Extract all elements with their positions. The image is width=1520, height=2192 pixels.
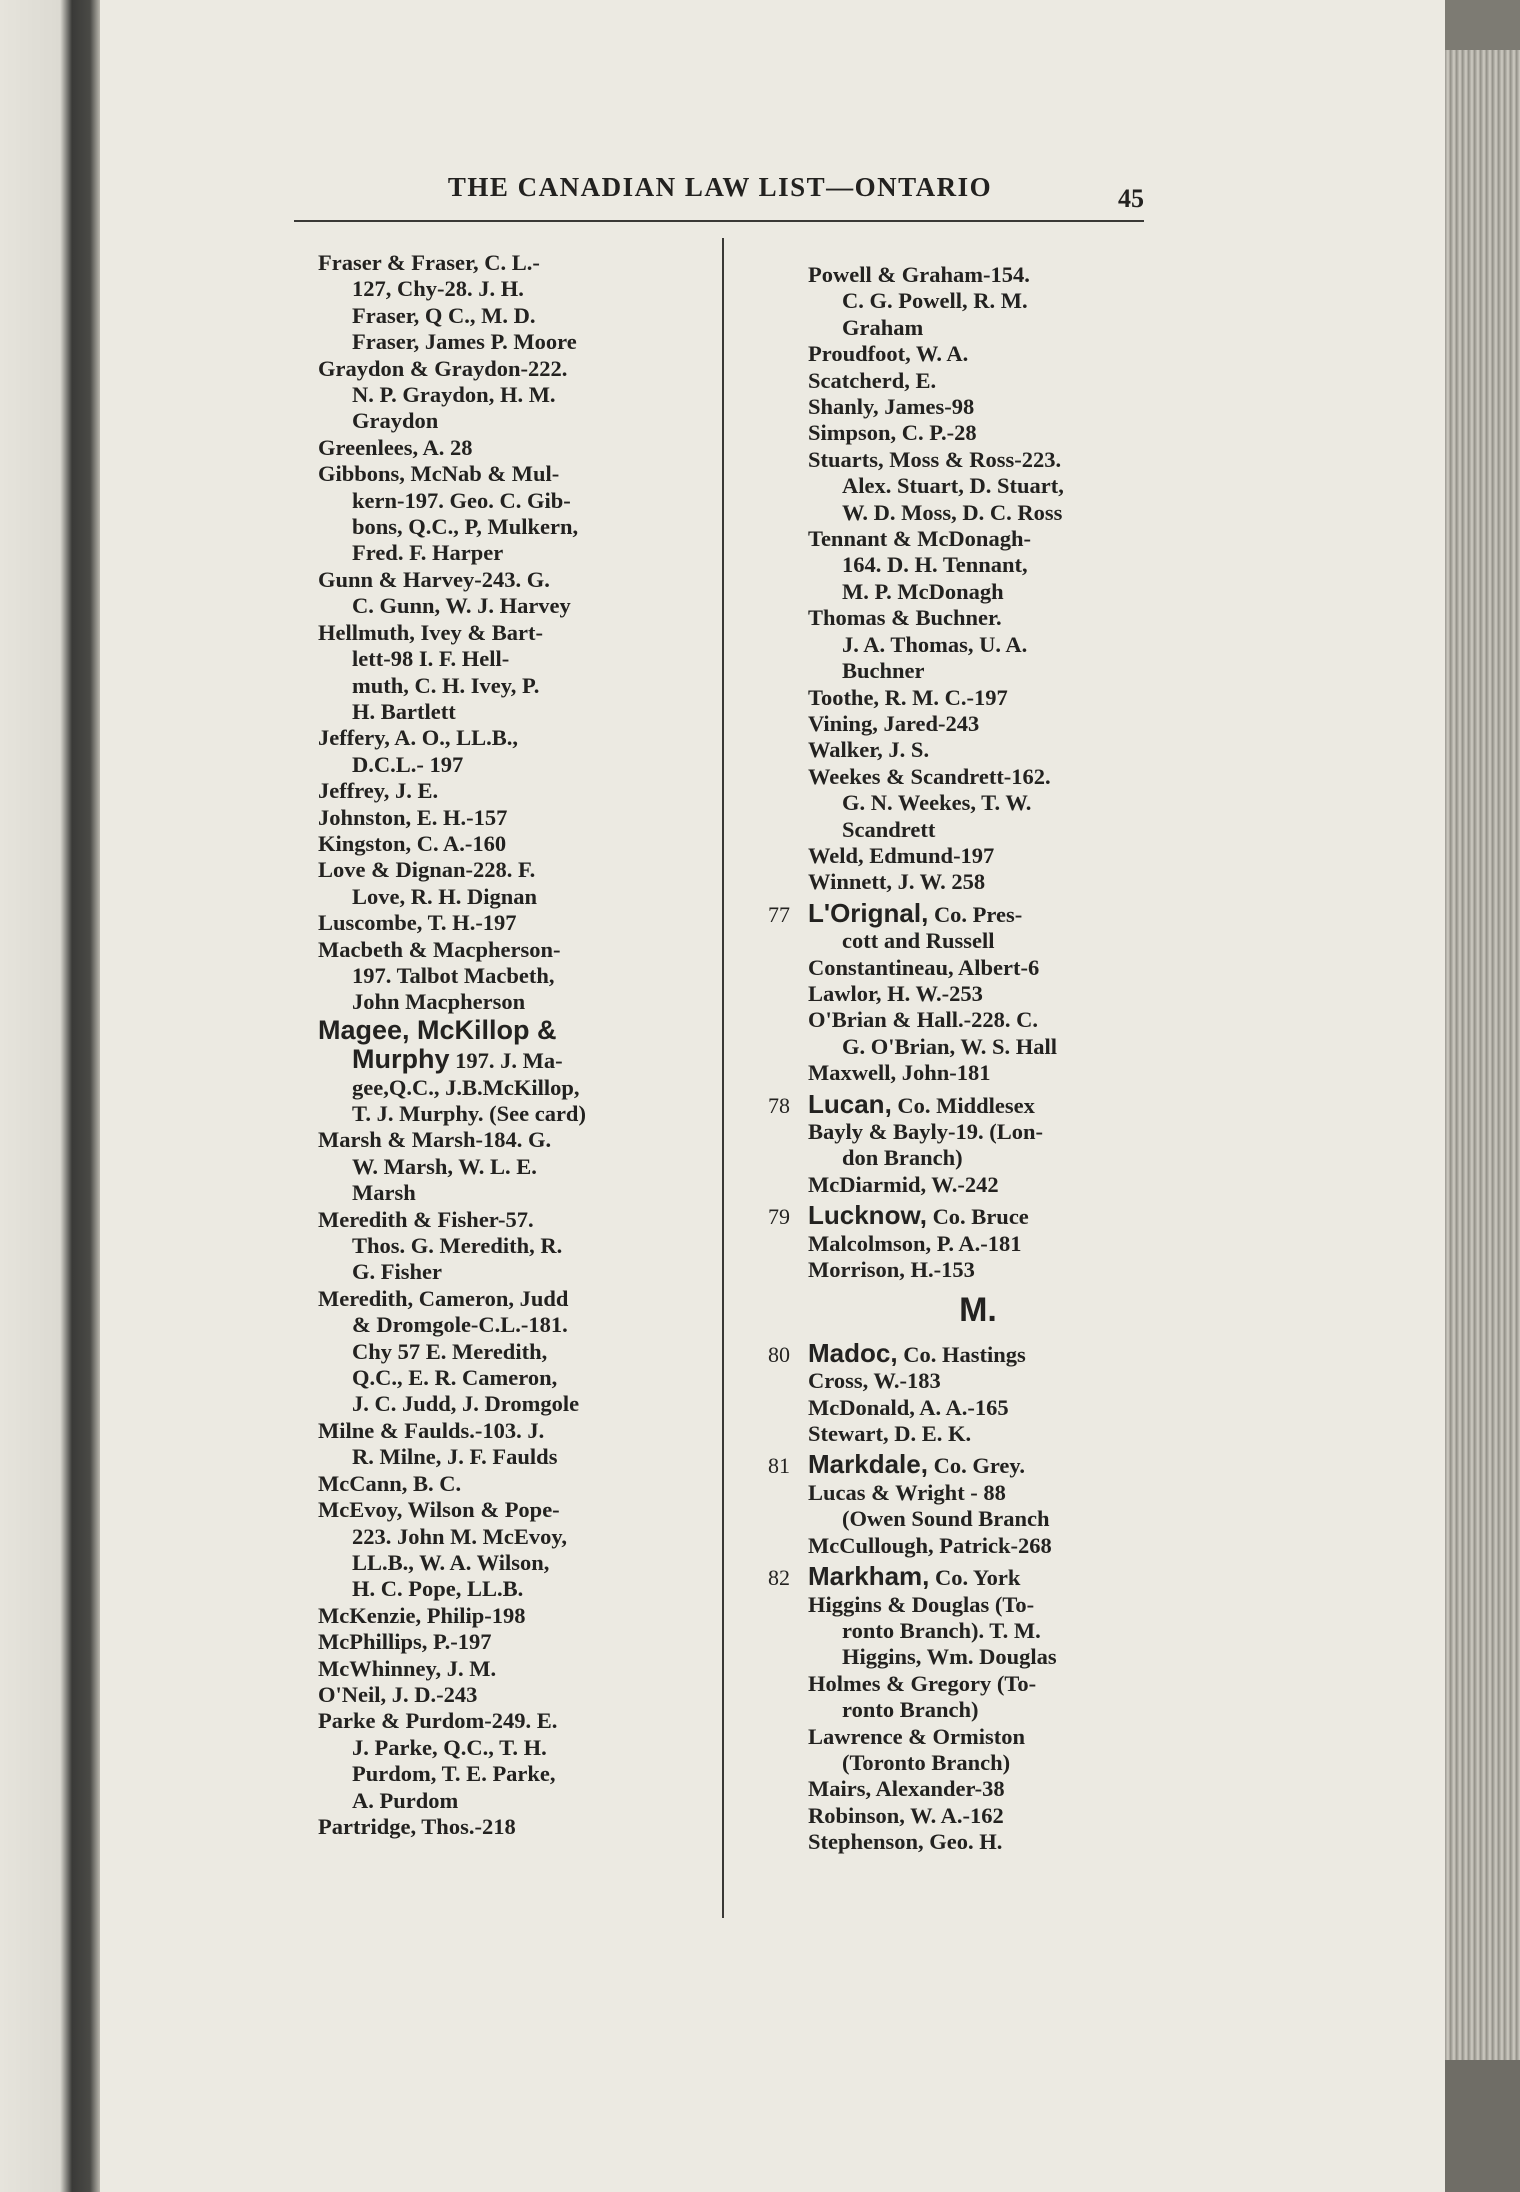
listing-line: G. N. Weekes, T. W. [842,790,1032,816]
county-name: Co. Bruce [926,1204,1029,1230]
listing-line: Vining, Jared-243 [808,710,980,736]
listing-line: Higgins & Douglas (To- [808,1591,1035,1617]
listing-line: (Toronto Branch) [842,1749,1011,1775]
listing-line: Powell & Graham-154. [808,262,1030,287]
listing-entry [318,1016,648,1128]
listing-line: 127, Chy-28. J. H. [352,276,524,302]
listing-line: Kingston, C. A.-160 [318,830,507,856]
listing-line: J. C. Judd, J. Dromgole [352,1391,580,1417]
listing-line: Higgins, Wm. Douglas [842,1644,1057,1670]
listing-entry [808,711,1148,737]
listing-line: Lawrence & Ormiston [808,1723,1026,1749]
listing-entry [318,1656,648,1682]
town-name: L'Orignal, [808,897,929,928]
listing-line: Toothe, R. M. C.-197 [808,684,1008,710]
listing-line: Meredith & Fisher-57. [318,1206,534,1232]
listing-line: Lucas & Wright - 88 [808,1479,1006,1505]
town-number: 82 [768,1565,790,1591]
listing-entry [808,394,1148,420]
section-letter: M. [959,1291,997,1330]
listing-line: C. G. Powell, R. M. [842,288,1028,314]
listing-line: Holmes & Gregory (To- [808,1670,1037,1696]
listing-line: & Dromgole-C.L.-181. [352,1312,568,1338]
listing-line: McKenzie, Philip-198 [318,1602,526,1628]
listing-line: ronto Branch) [842,1697,979,1723]
listing-line: Thomas & Buchner. [808,605,1002,631]
listing-entry [318,435,648,461]
right-column [768,262,1148,1856]
listing-entry [318,356,648,435]
listing-line: Malcolmson, P. A.-181 [808,1230,1022,1256]
town-number: 80 [768,1341,790,1367]
listing-line: Marsh [352,1180,416,1206]
listing-line: O'Neil, J. D.-243 [318,1681,478,1707]
listing-line: Greenlees, A. 28 [318,434,473,460]
listing-entry [808,843,1148,869]
county-name-continued: cott and Russell [842,928,995,954]
listing-line: Maxwell, John-181 [808,1060,991,1086]
listing-line: Graydon & Graydon-222. [318,355,568,381]
page-edges-shadow [1445,2060,1520,2192]
town-name: Lucknow, [808,1200,927,1231]
county-name: Co. Hastings [897,1341,1026,1367]
listing-entry [318,910,648,936]
listing-entry [318,778,648,804]
listing-line: Marsh & Marsh-184. G. [318,1127,552,1153]
listing-entry [318,1127,648,1206]
listing-entry [318,1471,648,1497]
listing-entry [318,805,648,831]
listing-line: McWhinney, J. M. [318,1655,497,1681]
listing-line: McEvoy, Wilson & Pope- [318,1497,560,1523]
listing-entry [808,1257,1148,1283]
town-heading [768,1449,1148,1480]
listing-line: lett-98 I. F. Hell- [352,646,510,672]
listing-entry [808,1119,1148,1172]
listing-line: T. J. Murphy. (See card) [352,1101,586,1126]
listing-line: McPhillips, P.-197 [318,1629,492,1655]
listing-line: Weekes & Scandrett-162. [808,763,1051,789]
page-number: 45 [1118,184,1144,213]
listing-entry [808,1480,1148,1533]
left-column [318,250,648,1840]
county-name: Co. York [929,1565,1021,1591]
town-heading [768,1337,1148,1368]
listing-line: Q.C., E. R. Cameron, [352,1365,558,1391]
listing-line: kern-197. Geo. C. Gib- [352,487,571,513]
town-number: 78 [768,1092,790,1118]
listing-entry [318,1708,648,1814]
listing-entry [318,620,648,726]
listing-entry [808,1060,1148,1086]
listing-line [318,1045,648,1074]
listing-line: Gibbons, McNab & Mul- [318,461,560,487]
listing-entry [318,567,648,620]
listing-line: LL.B., W. A. Wilson, [352,1549,550,1575]
listing-line: Gunn & Harvey-243. G. [318,566,550,592]
listing-line: Morrison, H.-153 [808,1257,975,1283]
listing-line: W. Marsh, W. L. E. [352,1153,537,1179]
listing-line: J. A. Thomas, U. A. [842,631,1028,657]
listing-text: 197. J. Ma- [449,1048,563,1074]
book-spine [0,0,100,2192]
county-name: Co. Pres- [928,901,1023,927]
listing-entry [808,1724,1148,1777]
listing-line: Purdom, T. E. Parke, [352,1761,556,1787]
listing-entry [318,1418,648,1471]
listing-entry [318,1286,648,1418]
listing-line: Simpson, C. P.-28 [808,420,977,446]
listing-entry [808,764,1148,843]
town-heading [768,1200,1148,1231]
listing-entry [318,1207,648,1286]
listing-entry [808,1395,1148,1421]
listing-line: McCullough, Patrick-268 [808,1532,1052,1558]
listing-line: Parke & Purdom-249. E. [318,1708,558,1734]
listing-line: O'Brian & Hall.-228. C. [808,1007,1038,1033]
listing-entry [808,1231,1148,1257]
listing-entry [808,605,1148,684]
listing-entry [808,368,1148,394]
listing-line: (Owen Sound Branch [842,1506,1050,1532]
firm-name-large: Murphy [352,1044,450,1075]
listing-entry [808,1829,1148,1855]
listing-entry [808,737,1148,763]
listing-line: D.C.L.- 197 [352,751,464,777]
listing-line: Thos. G. Meredith, R. [352,1233,563,1259]
listing-line: Johnston, E. H.-157 [318,804,508,830]
listing-line: Graydon [352,408,439,434]
listing-line: Chy 57 E. Meredith, [352,1338,548,1364]
listing-line: Walker, J. S. [808,737,930,763]
column-divider [722,238,724,1918]
listing-line: N. P. Graydon, H. M. [352,382,556,408]
listing-entry [808,341,1148,367]
listing-entry [808,1172,1148,1198]
listing-entry [318,1629,648,1655]
listing-line: C. Gunn, W. J. Harvey [352,593,571,619]
listing-line: Weld, Edmund-197 [808,842,995,868]
listing-line: John Macpherson [352,989,526,1015]
listing-line: Luscombe, T. H.-197 [318,910,517,936]
town-number: 77 [768,901,790,927]
listing-line: muth, C. H. Ivey, P. [352,672,540,698]
town-heading [768,1088,1148,1119]
listing-entry [318,461,648,567]
listing-entry [318,1682,648,1708]
town-name: Madoc, [808,1337,898,1368]
listing-entry [808,955,1148,981]
listing-line: Scatcherd, E. [808,367,937,393]
listing-line: Stephenson, Geo. H. [808,1829,1003,1855]
listing-line: Cross, W.-183 [808,1368,941,1394]
town-number: 81 [768,1453,790,1479]
listing-line: Love & Dignan-228. F. [318,857,536,883]
listing-entry [808,981,1148,1007]
listing-entry [808,420,1148,446]
listing-line: Bayly & Bayly-19. (Lon- [808,1119,1044,1144]
listing-line: Buchner [842,658,925,684]
page-edges [1445,50,1520,2060]
listing-entry [808,1007,1148,1060]
listing-line: Hellmuth, Ivey & Bart- [318,619,543,645]
county-name: Co. Middlesex [891,1092,1035,1118]
listing-line: Meredith, Cameron, Judd [318,1285,569,1311]
listing-line: McDiarmid, W.-242 [808,1171,999,1197]
listing-line: Partridge, Thos.-218 [318,1813,516,1839]
listing-line: McDonald, A. A.-165 [808,1394,1009,1420]
listing-line: Fred. F. Harper [352,540,504,566]
town-heading [768,897,1148,928]
listing-line: Stuarts, Moss & Ross-223. [808,446,1062,472]
listing-line: G. Fisher [352,1259,442,1285]
listing-line: R. Milne, J. F. Faulds [352,1444,558,1470]
town-heading [768,1561,1148,1592]
listing-entry [808,1533,1148,1559]
listing-line: Tennant & McDonagh- [808,526,1031,552]
listing-line: gee,Q.C., J.B.McKillop, [352,1074,580,1100]
listing-entry [318,1814,648,1840]
listing-line: Fraser & Fraser, C. L.- [318,250,540,275]
running-header: THE CANADIAN LAW LIST—ONTARIO [447,172,993,202]
listing-line: H. C. Pope, LL.B. [352,1576,524,1602]
listing-line: don Branch) [842,1145,963,1171]
listing-line: Robinson, W. A.-162 [808,1802,1004,1828]
listing-line: Lawlor, H. W.-253 [808,980,983,1006]
listing-line: Alex. Stuart, D. Stuart, [842,473,1064,499]
listing-entry [318,250,648,356]
listing-entry [318,725,648,778]
listing-line: Macbeth & Macpherson- [318,936,561,962]
listing-line: ronto Branch). T. M. [842,1617,1041,1643]
listing-entry [808,1368,1148,1394]
town-name: Markdale, [808,1449,928,1480]
header-rule [294,220,1144,222]
listing-line: J. Parke, Q.C., T. H. [352,1734,547,1760]
listing-entry [318,857,648,910]
listing-line [318,1016,648,1045]
listing-line: bons, Q.C., P, Mulkern, [352,514,579,540]
listing-entry [808,1421,1148,1447]
listing-line: Constantineau, Albert-6 [808,954,1040,980]
listing-entry [808,1592,1148,1671]
listing-entry [808,1671,1148,1724]
listing-line: Shanly, James-98 [808,394,975,420]
listing-line: Fraser, James P. Moore [352,329,577,355]
listing-entry [808,685,1148,711]
listing-line: 164. D. H. Tennant, [842,552,1028,578]
listing-entry [318,831,648,857]
listing-entry [808,1776,1148,1802]
listing-line: Jeffrey, J. E. [318,778,439,804]
listing-entry [318,937,648,1016]
town-name: Lucan, [808,1088,892,1119]
listing-line: M. P. McDonagh [842,578,1004,604]
listing-line: Milne & Faulds.-103. J. [318,1417,545,1443]
listing-entry [318,1497,648,1603]
listing-line: Love, R. H. Dignan [352,883,538,909]
listing-line: W. D. Moss, D. C. Ross [842,499,1063,525]
listing-line: Fraser, Q C., M. D. [352,302,536,328]
town-number: 79 [768,1204,790,1230]
listing-line: Stewart, D. E. K. [808,1421,972,1447]
listing-line: Scandrett [842,816,936,842]
county-name: Co. Grey. [927,1453,1026,1479]
listing-line: McCann, B. C. [318,1470,462,1496]
listing-line: A. Purdom [352,1787,459,1813]
listing-entry [318,1603,648,1629]
listing-entry [808,1803,1148,1829]
listing-entry [808,869,1148,895]
listing-entry [808,526,1148,605]
listing-line: 223. John M. McEvoy, [352,1523,568,1549]
listing-entry [808,447,1148,526]
listing-line: H. Bartlett [352,698,456,724]
listing-line: 197. Talbot Macbeth, [352,962,555,988]
firm-name-large: Magee, McKillop & [318,1014,557,1045]
town-name: Markham, [808,1561,930,1592]
listing-line: Graham [842,314,924,340]
listing-line: Winnett, J. W. 258 [808,869,986,895]
listing-line: G. O'Brian, W. S. Hall [842,1033,1058,1059]
listing-line: Proudfoot, W. A. [808,341,969,367]
listing-line: Jeffery, A. O., LL.B., [318,725,518,751]
listing-line: Mairs, Alexander-38 [808,1776,1005,1802]
listing-entry [808,262,1148,341]
